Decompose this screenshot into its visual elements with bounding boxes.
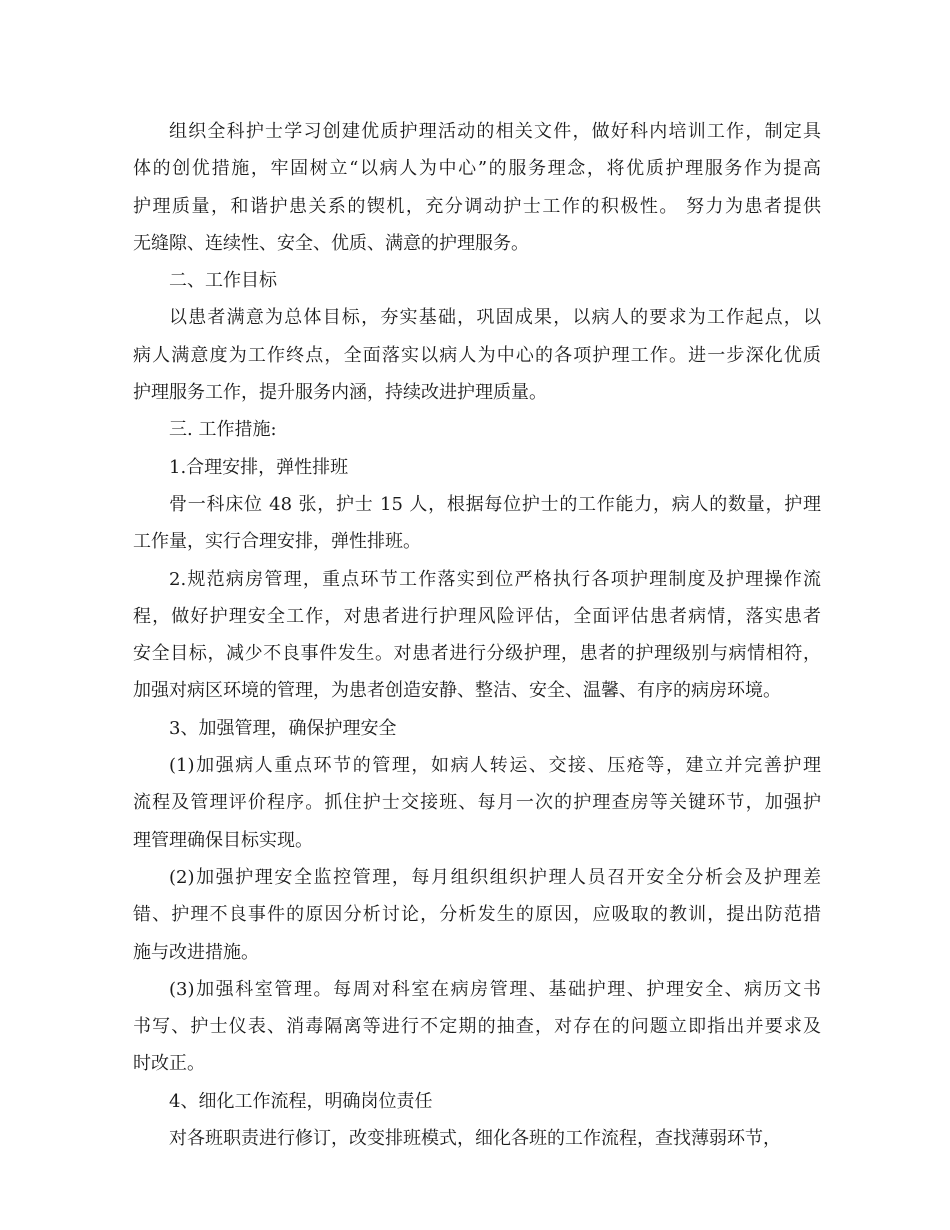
heading-text: 三. 工作措施:: [169, 419, 277, 441]
paragraph-line: 流程及管理评价程序。抓住护士交接班、每月一次的护理查房等关键环节，加强护: [133, 792, 821, 814]
paragraph-line: 体的创优措施，牢固树立“以病人为中心”的服务理念，将优质护理服务作为提高: [133, 158, 821, 180]
paragraph-line: 护理质量，和谐护患关系的锲机，充分调动护士工作的积极性。 努力为患者提供: [133, 195, 821, 217]
paragraph-line: 组织全科护士学习创建优质护理活动的相关文件，做好科内培训工作，制定具: [169, 121, 821, 142]
paragraph: [133, 747, 821, 859]
paragraph-line: 以患者满意为总体目标，夯实基础，巩固成果，以病人的要求为工作起点，以: [169, 307, 821, 329]
paragraph-line: 2.规范病房管理，重点环节工作落实到位严格执行各项护理制度及护理操作流: [169, 568, 821, 590]
paragraph-line: 书写、护士仪表、消毒隔离等进行不定期的抽查，对存在的问题立即指出并要求及: [133, 1016, 821, 1038]
paragraph-line: 理管理确保目标实现。: [133, 829, 313, 851]
paragraph-line: 骨一科床位 48 张，护士 15 人，根据每位护士的工作能力，病人的数量，护理: [169, 493, 821, 515]
paragraph-line: 加强对病区环境的管理，为患者创造安静、整洁、安全、温馨、有序的病房环境。: [133, 680, 781, 702]
heading-text: 二、工作目标: [169, 270, 277, 292]
document-body: [133, 113, 821, 1157]
heading-text: 4、细化工作流程，明确岗位责任: [169, 1090, 433, 1112]
section-heading: [133, 1083, 821, 1120]
paragraph-line: 错、护理不良事件的原因分析讨论，分析发生的原因，应吸取的教训，提出防范措: [133, 904, 821, 926]
paragraph-line: 工作量，实行合理安排，弹性排班。: [133, 531, 421, 553]
paragraph-line: 护理服务工作，提升服务内涵，持续改进护理质量。: [133, 382, 547, 404]
section-heading: [133, 411, 821, 448]
paragraph: [133, 299, 821, 411]
paragraph-line: (3)加强科室管理。每周对科室在病房管理、基础护理、护理安全、病历文书: [169, 978, 821, 1000]
paragraph: [133, 971, 821, 1083]
section-heading: [133, 710, 821, 747]
paragraph-line: (2)加强护理安全监控管理，每月组织组织护理人员召开安全分析会及护理差: [169, 866, 821, 888]
paragraph: [133, 561, 821, 710]
section-heading: [133, 449, 821, 486]
paragraph-line: 病人满意度为工作终点，全面落实以病人为中心的各项护理工作。进一步深化优质: [133, 344, 821, 366]
paragraph: [133, 859, 821, 971]
paragraph-line: 施与改进措施。: [133, 941, 259, 963]
paragraph-line: 程，做好护理安全工作，对患者进行护理风险评估，全面评估患者病情，落实患者: [133, 605, 821, 627]
paragraph-line: 无缝隙、连续性、安全、优质、满意的护理服务。: [133, 232, 529, 254]
paragraph-line: 对各班职责进行修订，改变排班模式，细化各班的工作流程，查找薄弱环节，: [169, 1128, 781, 1150]
section-heading: [133, 262, 821, 299]
paragraph-line: 安全目标，减少不良事件发生。对患者进行分级护理，患者的护理级别与病情相符，: [133, 643, 821, 665]
paragraph-line: (1)加强病人重点环节的管理，如病人转运、交接、压疮等，建立并完善护理: [169, 755, 821, 777]
heading-text: 1.合理安排，弹性排班: [169, 456, 349, 478]
paragraph-line: 时改正。: [133, 1053, 205, 1075]
paragraph: [133, 113, 821, 262]
paragraph: [133, 486, 821, 561]
heading-text: 3、加强管理，确保护理安全: [169, 717, 397, 739]
paragraph: [133, 1120, 821, 1157]
